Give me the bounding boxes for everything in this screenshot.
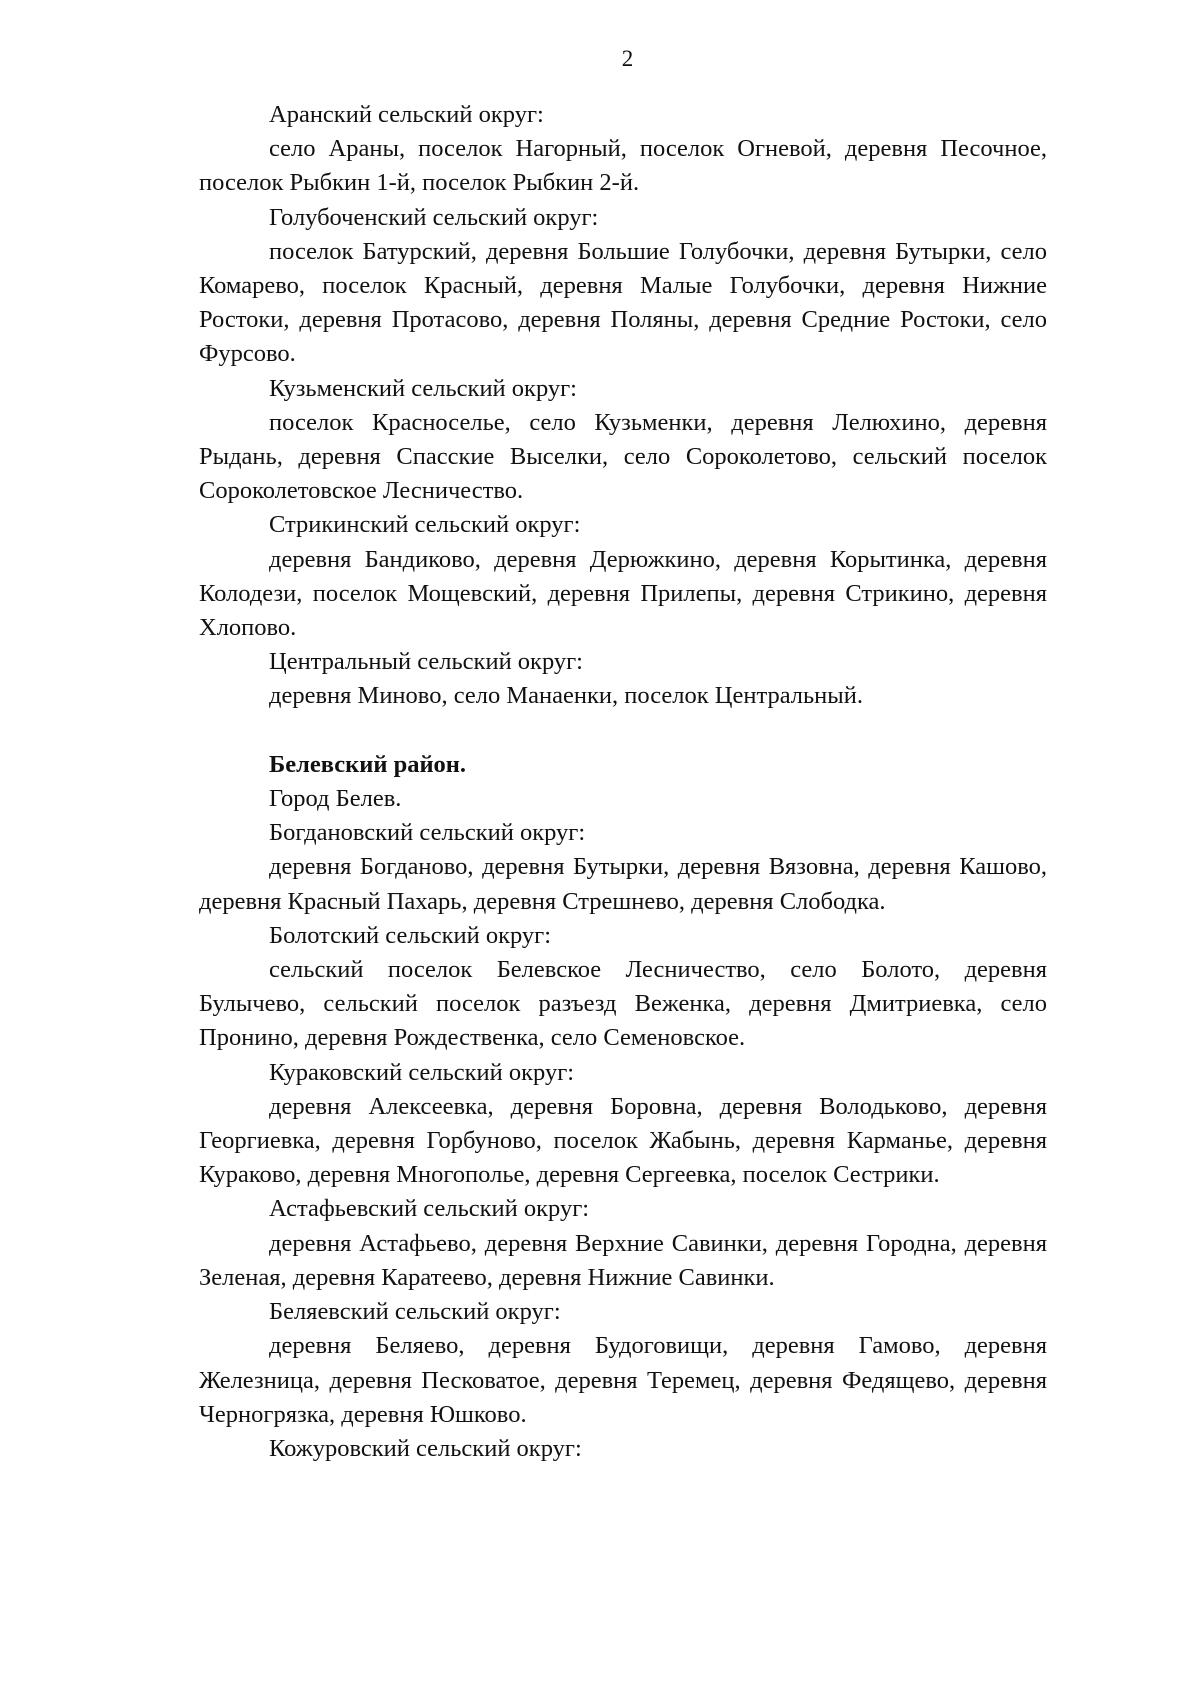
district-heading: Беляевский сельский округ: xyxy=(269,1298,561,1326)
city-line: Город Белев. xyxy=(269,785,402,813)
settlement-list: деревня Миново, село Манаенки, поселок Центральный. xyxy=(269,682,863,710)
district-heading: Центральный сельский округ: xyxy=(269,648,583,676)
settlement-list: деревня Бандиково, деревня Дерюжкино, деревня Корытинка, деревня Колодези, поселок Мощевский, деревня Прилепы, деревня Стрикино, деревня Хлопово. xyxy=(199,545,1047,642)
settlement-list: деревня Богданово, деревня Бутырки, деревня Вязовна, деревня Кашово, деревня Красный Пахарь, деревня Стрешнево, деревня Слободка. xyxy=(199,853,1047,915)
page-number: 2 xyxy=(621,46,634,71)
settlement-list: деревня Беляево, деревня Будоговищи, деревня Гамово, деревня Железница, деревня Песковатое, деревня Теремец, деревня Федящево, деревня Черногрязка, деревня Юшково. xyxy=(199,1332,1047,1428)
district-heading: Голубоченский сельский округ: xyxy=(269,203,599,231)
district-heading: Болотский сельский округ: xyxy=(269,921,552,949)
district-heading: Аранский сельский округ: xyxy=(269,101,544,128)
settlement-list: сельский поселок Белевское Лесничество, село Болото, деревня Булычево, сельский поселок разъезд Веженка, деревня Дмитриевка, село Пронино, деревня Рождественка, село Семеновское. xyxy=(199,956,1047,1052)
district-heading: Стрикинский сельский округ: xyxy=(269,511,581,539)
district-heading: Кураковский сельский округ: xyxy=(269,1058,575,1086)
district-heading: Астафьевский сельский округ: xyxy=(269,1195,590,1223)
district-heading: Богдановский сельский округ: xyxy=(269,819,586,847)
document-body xyxy=(199,98,1047,1466)
district-heading: Кузьменский сельский округ: xyxy=(269,374,577,402)
settlement-list: поселок Красноселье, село Кузьменки, деревня Лелюхино, деревня Рыдань, деревня Спасские Выселки, село Сороколетово, сельский поселок Сороколетовское Лесничество. xyxy=(199,408,1047,505)
district-heading: Кожуровский сельский округ: xyxy=(269,1434,582,1462)
settlement-list: поселок Батурский, деревня Большие Голубочки, деревня Бутырки, село Комарево, поселок Красный, деревня Малые Голубочки, деревня Нижние Ростоки, деревня Протасово, деревня Поляны, деревня Средние Ростоки, село Фурсово. xyxy=(199,237,1047,368)
section-spacer xyxy=(199,714,1047,748)
region-heading: Белевский район. xyxy=(269,750,467,778)
settlement-list: деревня Алексеевка, деревня Боровна, деревня Володьково, деревня Георгиевка, деревня Горбуново, поселок Жабынь, деревня Карманье, деревня Кураково, деревня Многополье, деревня Сергеевка, поселок Сестрики. xyxy=(199,1092,1047,1189)
settlement-list: деревня Астафьево, деревня Верхние Савинки, деревня Городна, деревня Зеленая, деревня Каратеево, деревня Нижние Савинки. xyxy=(199,1229,1047,1291)
settlement-list: село Араны, поселок Нагорный, поселок Огневой, деревня Песочное, поселок Рыбкин 1-й, поселок Рыбкин 2-й. xyxy=(199,135,1047,197)
